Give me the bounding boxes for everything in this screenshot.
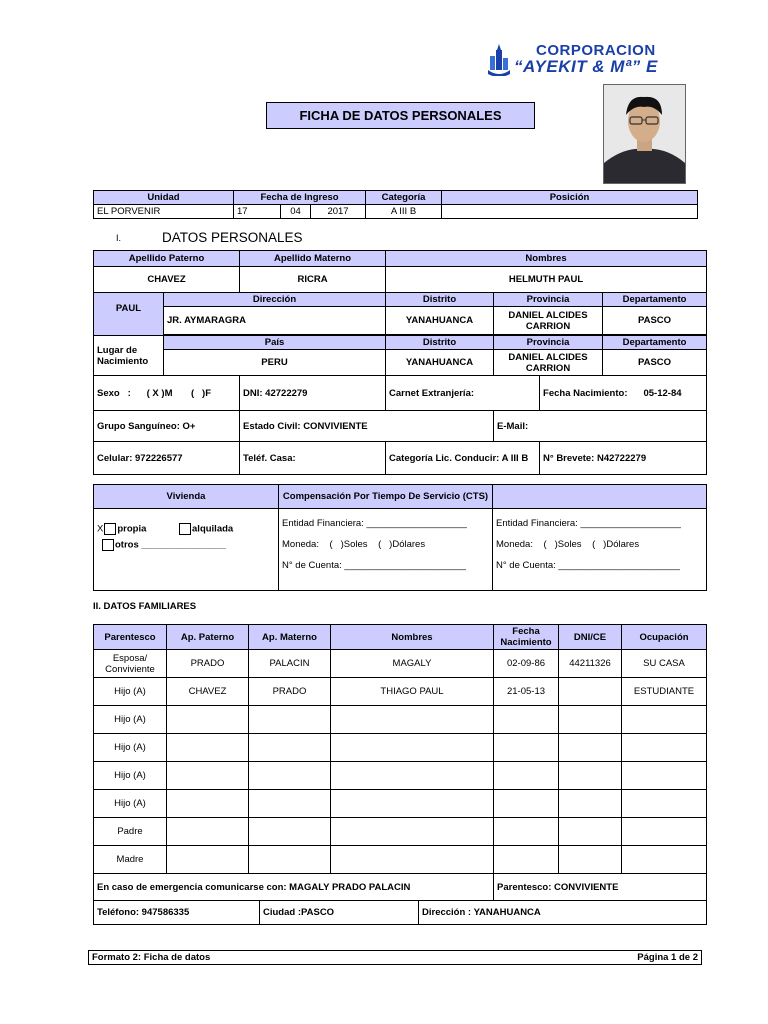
moneda-field-2: Moneda: ( )Soles ( )Dólares xyxy=(496,539,640,550)
direccion-contacto-field: Dirección : YANAHUANCA xyxy=(419,901,707,925)
brevete-field: N° Brevete: N42722279 xyxy=(540,442,707,475)
fam-cell-ocupacion xyxy=(622,762,707,790)
ciudad-field: Ciudad :PASCO xyxy=(260,901,419,925)
position-header: Posición xyxy=(442,191,698,205)
fam-cell-parentesco: Madre xyxy=(94,846,167,874)
fam-cell-ocupacion xyxy=(622,790,707,818)
footer xyxy=(88,950,702,965)
entry-date-header: Fecha de Ingreso xyxy=(234,191,366,205)
unit-header: Unidad xyxy=(94,191,234,205)
table-row xyxy=(94,706,707,734)
fam-header-ap-materno: Ap. Materno xyxy=(249,625,331,650)
vivienda-header: Vivienda xyxy=(94,485,279,509)
fam-cell-fecha-nac: 02-09-86 xyxy=(494,650,559,678)
fam-cell-nombres: MAGALY xyxy=(331,650,494,678)
propia-checkbox[interactable] xyxy=(104,523,116,535)
fam-cell-dni xyxy=(559,706,622,734)
fam-cell-fecha-nac xyxy=(494,734,559,762)
fam-cell-nombres xyxy=(331,790,494,818)
family-rows xyxy=(94,650,707,874)
cuenta-field-2: N° de Cuenta: _______________________ xyxy=(496,560,680,571)
fam-cell-ap-paterno xyxy=(167,706,249,734)
fam-cell-fecha-nac xyxy=(494,790,559,818)
ap-materno-value: RICRA xyxy=(240,267,386,293)
fam-cell-parentesco: Padre xyxy=(94,818,167,846)
fam-cell-ap-materno xyxy=(249,734,331,762)
telefono-field: Teléfono: 947586335 xyxy=(94,901,260,925)
fam-cell-ocupacion xyxy=(622,734,707,762)
emergencia-field: En caso de emergencia comunicarse con: MAGALY PRADO PALACIN xyxy=(94,874,494,901)
fam-cell-ap-paterno xyxy=(167,818,249,846)
fam-cell-ap-materno: PALACIN xyxy=(249,650,331,678)
category-header: Categoría xyxy=(366,191,442,205)
nac-departamento-value: PASCO xyxy=(603,350,707,376)
fam-cell-ap-materno xyxy=(249,846,331,874)
fam-cell-ap-materno xyxy=(249,790,331,818)
categoria-licencia-field: Categoría Lic. Conducir: A III B xyxy=(386,442,540,475)
ap-paterno-value: CHAVEZ xyxy=(94,267,240,293)
sexo-field: Sexo : ( X )M ( )F xyxy=(94,376,240,411)
dni-field: DNI: 42722279 xyxy=(240,376,386,411)
category-value: A III B xyxy=(366,205,442,219)
table-row xyxy=(94,846,707,874)
fam-cell-parentesco: Esposa/ Conviviente xyxy=(94,650,167,678)
direccion-header: Dirección xyxy=(164,293,386,307)
fam-cell-dni xyxy=(559,846,622,874)
carnet-field: Carnet Extranjería: xyxy=(386,376,540,411)
fam-cell-nombres xyxy=(331,706,494,734)
fam-header-ap-paterno: Ap. Paterno xyxy=(167,625,249,650)
fam-header-fecha-nac: Fecha Nacimiento xyxy=(494,625,559,650)
company-name-line1: CORPORACION xyxy=(536,42,656,59)
family-table xyxy=(93,624,707,901)
telefono-casa-field: Teléf. Casa: xyxy=(240,442,386,475)
fam-header-parentesco: Parentesco xyxy=(94,625,167,650)
distrito-header: Distrito xyxy=(386,293,494,307)
footer-left: Formato 2: Ficha de datos xyxy=(89,951,396,965)
cts-column-2 xyxy=(493,509,707,591)
fam-cell-nombres xyxy=(331,818,494,846)
nac-departamento-header: Departamento xyxy=(603,336,707,350)
fam-cell-ap-paterno xyxy=(167,762,249,790)
vivienda-row-1 xyxy=(97,523,275,535)
company-name-line2: “AYEKIT & Mª” E xyxy=(514,57,658,76)
nac-distrito-value: YANAHUANCA xyxy=(386,350,494,376)
nombres-header: Nombres xyxy=(386,251,707,267)
domicilio-label: PAUL xyxy=(94,293,164,336)
fam-cell-ap-materno: PRADO xyxy=(249,678,331,706)
ap-paterno-header: Apellido Paterno xyxy=(94,251,240,267)
position-value xyxy=(442,205,698,219)
nac-provincia-header: Provincia xyxy=(494,336,603,350)
fam-cell-ap-materno xyxy=(249,706,331,734)
fam-cell-parentesco: Hijo (A) xyxy=(94,706,167,734)
fam-cell-parentesco: Hijo (A) xyxy=(94,762,167,790)
section1-title: DATOS PERSONALES xyxy=(162,230,303,245)
lugar-nacimiento-label: Lugar de Nacimiento xyxy=(94,336,164,376)
company-logo xyxy=(488,42,700,82)
fam-cell-fecha-nac: 21-05-13 xyxy=(494,678,559,706)
fam-cell-ap-paterno xyxy=(167,790,249,818)
table-row xyxy=(94,650,707,678)
entry-day: 17 xyxy=(234,205,281,219)
fam-cell-fecha-nac xyxy=(494,706,559,734)
fam-cell-parentesco: Hijo (A) xyxy=(94,678,167,706)
fam-cell-ocupacion xyxy=(622,706,707,734)
pais-header: País xyxy=(164,336,386,350)
company-logo-mark-icon xyxy=(488,44,510,76)
fam-cell-ap-paterno xyxy=(167,734,249,762)
grupo-sanguineo-field: Grupo Sanguíneo: O+ xyxy=(94,411,240,442)
fam-cell-ap-paterno: PRADO xyxy=(167,650,249,678)
fam-cell-ocupacion xyxy=(622,846,707,874)
fam-cell-nombres: THIAGO PAUL xyxy=(331,678,494,706)
alquilada-label: alquilada xyxy=(192,523,234,535)
direccion-value: JR. AYMARAGRA xyxy=(164,307,386,335)
fam-cell-dni xyxy=(559,790,622,818)
cts-header-blank xyxy=(493,485,707,509)
fam-cell-dni xyxy=(559,762,622,790)
table-row xyxy=(94,734,707,762)
departamento-value: PASCO xyxy=(603,307,707,335)
fecha-nacimiento-field xyxy=(540,376,707,411)
cts-column-1 xyxy=(279,509,493,591)
fam-cell-fecha-nac xyxy=(494,818,559,846)
vivienda-propia-mark: X xyxy=(97,523,104,535)
fam-cell-parentesco: Hijo (A) xyxy=(94,790,167,818)
table-row xyxy=(94,790,707,818)
entry-year: 2017 xyxy=(311,205,366,219)
fam-header-dni: DNI/CE xyxy=(559,625,622,650)
fam-cell-ocupacion xyxy=(622,818,707,846)
fam-cell-nombres xyxy=(331,734,494,762)
propia-label: propia xyxy=(117,523,147,535)
unit-table xyxy=(93,190,698,219)
contact-table xyxy=(93,900,707,925)
vivienda-table xyxy=(93,484,707,591)
provincia-value: DANIEL ALCIDES CARRION xyxy=(494,307,603,335)
estado-civil-field: Estado Civil: CONVIVIENTE xyxy=(240,411,494,442)
personal-data-table xyxy=(93,250,707,475)
ap-materno-header: Apellido Materno xyxy=(240,251,386,267)
fam-cell-nombres xyxy=(331,846,494,874)
fam-cell-fecha-nac xyxy=(494,846,559,874)
entidad-field-1: Entidad Financiera: ___________________ xyxy=(282,518,467,529)
fam-cell-fecha-nac xyxy=(494,762,559,790)
vivienda-row-2 xyxy=(97,539,275,551)
moneda-field-1: Moneda: ( )Soles ( )Dólares xyxy=(282,539,426,550)
fam-cell-dni xyxy=(559,818,622,846)
entidad-field-2: Entidad Financiera: ___________________ xyxy=(496,518,681,529)
fecha-nacimiento-label: Fecha Nacimiento: xyxy=(543,387,628,399)
email-field: E-Mail: xyxy=(494,411,707,442)
fam-cell-dni xyxy=(559,734,622,762)
fecha-nacimiento-value: 05-12-84 xyxy=(643,387,682,399)
fam-cell-nombres xyxy=(331,762,494,790)
person-photo-icon xyxy=(604,85,685,183)
pais-value: PERU xyxy=(164,350,386,376)
fam-cell-ap-paterno xyxy=(167,846,249,874)
otros-label: otros ________________ xyxy=(115,539,226,551)
fam-cell-ap-materno xyxy=(249,762,331,790)
table-row xyxy=(94,762,707,790)
fam-cell-ocupacion: SU CASA xyxy=(622,650,707,678)
nac-distrito-header: Distrito xyxy=(386,336,494,350)
alquilada-checkbox[interactable] xyxy=(179,523,191,535)
provincia-header: Provincia xyxy=(494,293,603,307)
nombres-value: HELMUTH PAUL xyxy=(386,267,707,293)
fam-cell-ocupacion: ESTUDIANTE xyxy=(622,678,707,706)
cuenta-field-1: N° de Cuenta: _______________________ xyxy=(282,560,466,571)
distrito-value: YANAHUANCA xyxy=(386,307,494,335)
section2-title: II. DATOS FAMILIARES xyxy=(93,601,197,612)
nac-provincia-value: DANIEL ALCIDES CARRION xyxy=(494,350,603,376)
otros-checkbox[interactable] xyxy=(102,539,114,551)
vivienda-options xyxy=(94,509,279,591)
fam-cell-ap-paterno: CHAVEZ xyxy=(167,678,249,706)
fam-cell-dni: 44211326 xyxy=(559,650,622,678)
unit-value: EL PORVENIR xyxy=(94,205,234,219)
table-row xyxy=(94,818,707,846)
fam-cell-parentesco: Hijo (A) xyxy=(94,734,167,762)
section1-number: I. xyxy=(116,233,122,243)
celular-field: Celular: 972226577 xyxy=(94,442,240,475)
emergencia-parentesco-field: Parentesco: CONVIVIENTE xyxy=(494,874,707,901)
entry-month: 04 xyxy=(281,205,311,219)
fam-cell-ap-materno xyxy=(249,818,331,846)
fam-header-nombres: Nombres xyxy=(331,625,494,650)
cts-header: Compensación Por Tiempo De Servicio (CTS) xyxy=(279,485,493,509)
footer-right: Página 1 de 2 xyxy=(395,951,702,965)
table-row xyxy=(94,678,707,706)
fam-cell-dni xyxy=(559,678,622,706)
fam-header-ocupacion: Ocupación xyxy=(622,625,707,650)
departamento-header: Departamento xyxy=(603,293,707,307)
employee-photo xyxy=(603,84,686,184)
page-title: FICHA DE DATOS PERSONALES xyxy=(266,102,535,129)
